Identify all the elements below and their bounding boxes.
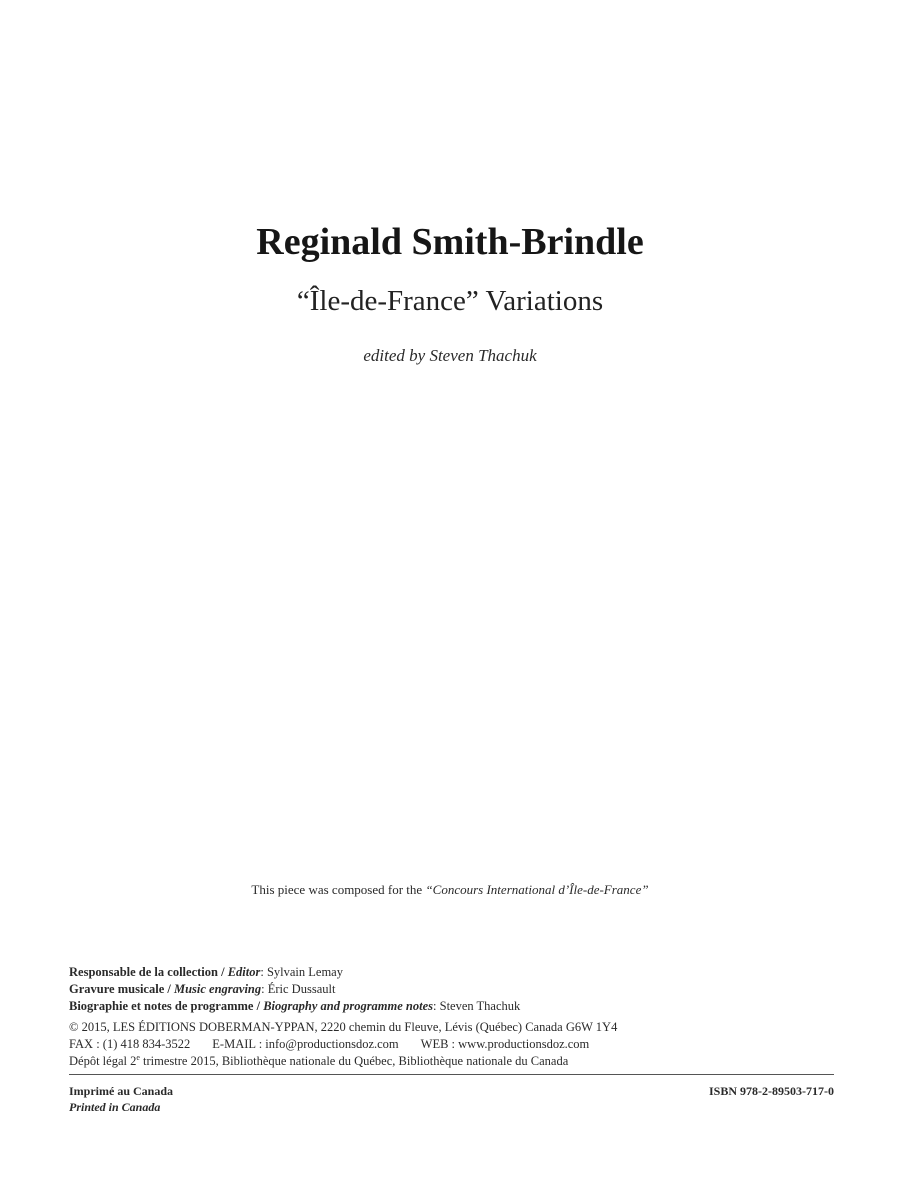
- dedication-note: [0, 880, 900, 900]
- credit-collection-label-fr: Responsable de la collection /: [69, 965, 228, 979]
- credit-engraving-value: : Éric Dussault: [261, 982, 336, 996]
- legal-deposit-prefix: Dépôt légal 2: [69, 1054, 137, 1068]
- credit-collection-value: : Sylvain Lemay: [260, 965, 343, 979]
- legal-deposit-suffix: trimestre 2015, Bibliothèque nationale du Québec, Bibliothèque nationale du Canada: [139, 1054, 569, 1068]
- credit-engraving: [69, 981, 839, 998]
- composer-name: Reginald Smith-Brindle: [256, 221, 644, 263]
- web-address: WEB : www.productionsdoz.com: [420, 1037, 590, 1051]
- copyright-line: © 2015, LES ÉDITIONS DOBERMAN-YPPAN, 2220 chemin du Fleuve, Lévis (Québec) Canada G6W 1Y4: [69, 1020, 618, 1034]
- printed-in: [69, 1083, 173, 1115]
- contact-line: [69, 1036, 839, 1053]
- credit-collection: [69, 964, 839, 981]
- email-address: E-MAIL : info@productionsdoz.com: [212, 1037, 399, 1051]
- footer-divider: [69, 1074, 834, 1075]
- dedication-prefix: This piece was composed for the: [251, 882, 426, 897]
- credit-biography-label-en: Biography and programme notes: [263, 999, 434, 1013]
- credits-block: [69, 964, 839, 1070]
- fax-number: FAX : (1) 418 834-3522: [69, 1037, 191, 1051]
- edited-by: edited by Steven Thachuk: [363, 346, 537, 365]
- printed-in-fr: Imprimé au Canada: [69, 1084, 174, 1098]
- legal-deposit-ordinal: e: [136, 1052, 140, 1062]
- credit-biography: [69, 998, 839, 1015]
- credit-biography-label-fr: Biographie et notes de programme /: [69, 999, 264, 1013]
- credit-biography-value: : Steven Thachuk: [433, 999, 521, 1013]
- isbn-number: ISBN 978-2-89503-717-0: [709, 1084, 834, 1098]
- credit-engraving-label-fr: Gravure musicale /: [69, 982, 174, 996]
- work-title: “Île-de-France” Variations: [296, 285, 604, 317]
- credit-collection-label-en: Editor: [227, 965, 261, 979]
- credit-engraving-label-en: Music engraving: [173, 982, 262, 996]
- printed-in-en: Printed in Canada: [69, 1100, 161, 1114]
- dedication-event: “Concours International d’Île-de-France”: [425, 882, 649, 897]
- legal-deposit-line: [69, 1053, 839, 1070]
